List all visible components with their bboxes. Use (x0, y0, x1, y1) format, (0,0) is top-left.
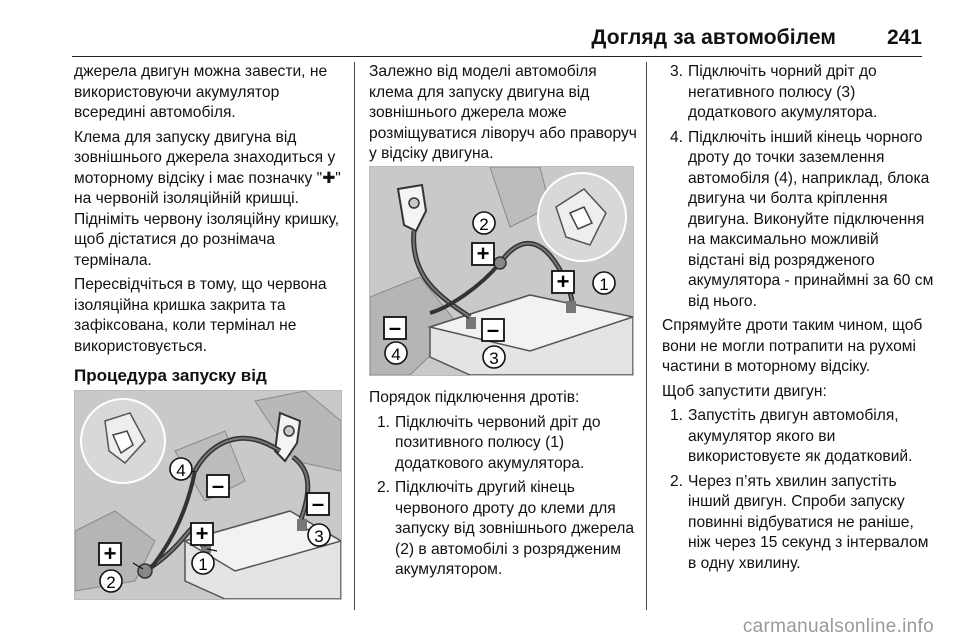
list-item (662, 62, 938, 124)
list-text: Підключіть інший кінець чорного дроту до точки заземлення автомобіля (4), наприклад, блока двигуна чи болта кріплення двигуна. Виконуйте підключення на максимально можливій відстані від розрядженого акумулятора - принаймні за 60 см від нього. (688, 128, 934, 310)
connection-steps-continued (662, 62, 938, 312)
callout-number: 2 (106, 573, 116, 592)
minus-label: – (388, 315, 402, 340)
paragraph: Порядок підключення дротів: (369, 389, 580, 406)
list-item (369, 478, 641, 581)
paragraph: Спрямуйте дроти таким чином, щоб вони не могли потрапити на рухомі частини в моторному відсіку. (662, 317, 923, 375)
list-text: Через п’ять хвилин запустіть інший двигун. Спроби запуску повинні відбуватися не раніше, ніж через 15 секунд з інтервалом в одну хвилину. (688, 472, 929, 572)
list-text: Запустіть двигун автомобіля, акумулятор якого ви використовуєте як додатковий. (688, 407, 913, 465)
plus-label: + (103, 541, 117, 566)
paragraph: Залежно від моделі автомобіля клема для запуску двигуна від зовнішнього джерела може розміщуватися ліворуч або праворуч у відсіку двигуна. (369, 63, 637, 162)
column-3 (662, 62, 938, 578)
callout-2-icon (100, 570, 122, 592)
minus-box-4-icon (384, 315, 406, 340)
list-text: Підключіть другий кінець червоного дроту до клеми для запуску від зовнішнього джерела (2) в автомобілі з розрядженим акумулятором. (395, 479, 635, 578)
callout-2-icon (473, 212, 495, 234)
callout-4-icon (170, 458, 192, 480)
plus-label: + (556, 269, 570, 294)
callout-number: 4 (391, 345, 401, 364)
paragraph (74, 128, 346, 272)
plus-box-2-icon (99, 541, 121, 566)
section-heading: Процедура запуску від (74, 366, 267, 385)
minus-box-3-icon (307, 491, 329, 516)
list-number: 3. (670, 63, 684, 80)
list-item (662, 128, 938, 313)
callout-1-icon (593, 272, 615, 294)
column-divider-2 (646, 62, 647, 610)
plus-box-2-icon (472, 241, 494, 266)
list-number: 1. (377, 413, 391, 431)
minus-label: – (486, 317, 500, 342)
list-text: Підключіть чорний дріт до негативного полюсу (3) додаткового акумулятора. (688, 63, 878, 121)
minus-label: – (211, 473, 225, 498)
start-steps-list (662, 406, 938, 574)
header-rule (72, 56, 922, 57)
paragraph: Пересвідчіться в тому, що червона ізоляційна кришка закрита та зафіксована, коли термінал не використовується. (74, 276, 327, 355)
figure-battery-left (74, 390, 342, 600)
minus-box-4-icon (207, 473, 229, 498)
callout-3-icon (483, 346, 505, 368)
list-item (369, 413, 641, 475)
plus-symbol-icon: ✚ (322, 169, 336, 187)
page-header (0, 0, 960, 58)
list-item (662, 406, 938, 468)
list-number: 1. (670, 407, 684, 424)
column-divider-1 (354, 62, 355, 610)
paragraph: Щоб запустити двигун: (662, 382, 827, 400)
list-number: 2. (670, 472, 684, 490)
text-run: " на червоній ізоляційній кришці. Підніміть червону ізоляційну кришку, щоб дістатися до рознімача термінала. (74, 169, 341, 269)
list-text: Підключіть червоний дріт до позитивного полюсу (1) додаткового акумулятора. (395, 413, 601, 472)
watermark: carmanualsonline.info (742, 616, 934, 637)
minus-box-3-icon (482, 317, 504, 342)
plus-label: + (195, 521, 209, 546)
figure-battery-right (369, 166, 634, 376)
callout-number: 3 (489, 349, 499, 368)
callout-3-icon (308, 524, 330, 546)
page-number: 241 (886, 26, 922, 49)
callout-number: 4 (176, 461, 186, 480)
callout-number: 1 (198, 555, 208, 574)
callout-number: 2 (479, 215, 489, 234)
plus-box-1-icon (552, 269, 574, 294)
page-title: Догляд за автомобілем (591, 26, 836, 49)
list-number: 2. (377, 479, 391, 496)
callout-1-icon (192, 552, 214, 574)
minus-label: – (311, 491, 325, 516)
jump-start-illustration-2 (370, 167, 633, 375)
column-2-lower (369, 388, 641, 585)
callout-4-icon (385, 342, 407, 364)
plus-box-1-icon (191, 521, 213, 546)
paragraph: джерела двигун можна завести, не використовуючи акумулятор всередині автомобіля. (74, 63, 328, 121)
column-1 (74, 62, 346, 409)
list-item (662, 472, 938, 575)
text-run: Клема для запуску двигуна від зовнішнього джерела знаходиться у моторному відсіку і має позначку " (74, 128, 336, 187)
column-2 (369, 62, 639, 169)
plus-label: + (476, 241, 490, 266)
jump-start-illustration-1 (75, 391, 341, 599)
callout-number: 3 (314, 527, 324, 546)
connection-steps-list (369, 413, 641, 581)
callout-number: 1 (599, 275, 609, 294)
list-number: 4. (670, 128, 684, 146)
